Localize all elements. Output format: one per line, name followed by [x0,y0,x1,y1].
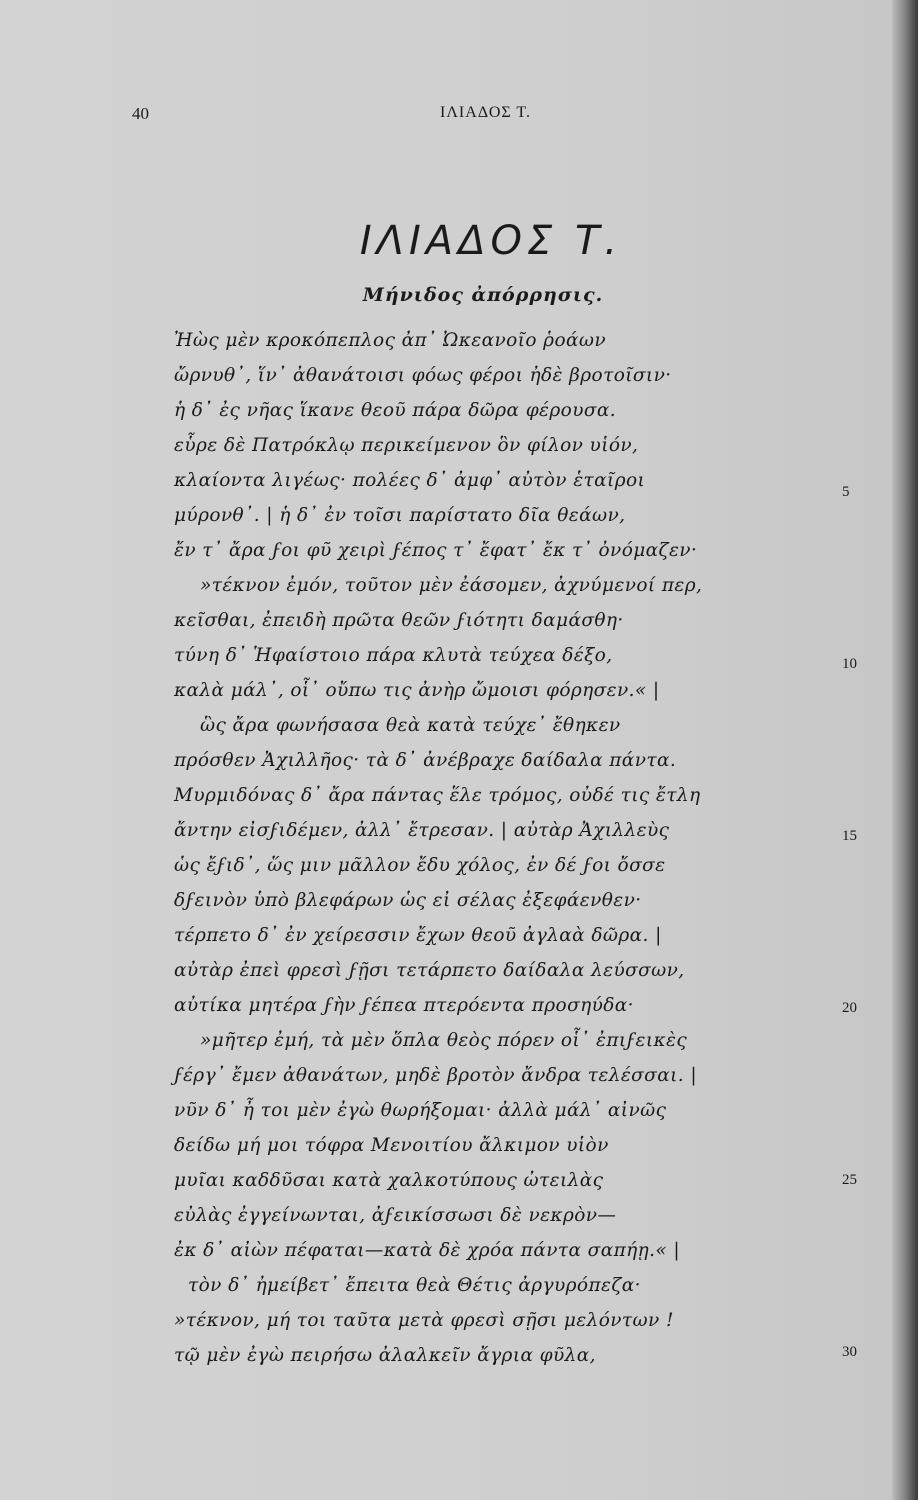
verse-line: Μυρμιδόνας δ᾽ ἄρα πάντας ἕλε τρόμος, οὐδέ τις ἔτλη [174,785,701,806]
verse-line: ὤρνυθ᾽, ἵν᾽ ἀθανάτοισι φόως φέροι ἠδὲ βροτοῖσιν· [174,365,672,386]
verse-line: ὣς ἄρα φωνήσασα θεὰ κατὰ τεύχε᾽ ἔθηκεν [200,715,621,736]
verse-line: πρόσθεν Ἀχιλλῆος· τὰ δ᾽ ἀνέβραχε δαίδαλα πάντα. [174,750,677,771]
verse-line: εὗρε δὲ Πατρόκλῳ περικείμενον ὃν φίλον υἱόν, [174,435,639,456]
verse-line: ἐκ δ᾽ αἰὼν πέφαται—κατὰ δὲ χρόα πάντα σαπήῃ.« | [174,1240,681,1261]
line-number: 25 [842,1172,857,1188]
verse-line: ἡ δ᾽ ἐς νῆας ἵκανε θεοῦ πάρα δῶρα φέρουσα. [174,400,617,421]
verse-line: εὐλὰς ἐγγείνωνται, ἀϝεικίσσωσι δὲ νεκρὸν— [174,1205,617,1226]
book-title: ΙΛΙΑΔΟΣ Τ. [359,218,623,264]
verse-line: »τέκνον, μή τοι ταῦτα μετὰ φρεσὶ σῇσι μελόντων ! [174,1310,674,1331]
verse-line: τέρπετο δ᾽ ἐν χείρεσσιν ἔχων θεοῦ ἀγλαὰ δῶρα. | [174,925,662,946]
verse-line: τύνη δ᾽ Ἡφαίστοιο πάρα κλυτὰ τεύχεα δέξο, [174,645,613,666]
section-subtitle: Μήνιδος ἀπόρρησις. [362,284,604,306]
verse-line: αὐτὰρ ἐπεὶ φρεσὶ ϝῇσι τετάρπετο δαίδαλα λεύσσων, [174,960,685,981]
verse-line: μύρονθ᾽. | ἡ δ᾽ ἐν τοῖσι παρίστατο δῖα θεάων, [174,505,626,526]
verse-line: ὡς ἔϝιδ᾽, ὥς μιν μᾶλλον ἔδυ χόλος, ἐν δέ ϝοι ὄσσε [174,855,666,876]
verse-line: »μῆτερ ἐμή, τὰ μὲν ὅπλα θεὸς πόρεν οἷ᾽ ἐπιϝεικὲς [200,1030,688,1051]
verse-line: δείδω μή μοι τόφρα Μενοιτίου ἄλκιμον υἱὸν [174,1135,609,1156]
line-number: 10 [842,656,857,672]
verse-line: Ἠὼς μὲν κροκόπεπλος ἀπ᾽ Ὠκεανοῖο ῥοάων [174,330,607,351]
line-number: 15 [842,828,857,844]
verse-line: δϝεινὸν ὑπὸ βλεφάρων ὡς εἰ σέλας ἐξεφάενθεν· [174,890,642,911]
page-number: 40 [132,104,149,123]
running-title: ΙΛΙΑΔΟΣ Τ. [440,104,531,121]
verse-line: καλὰ μάλ᾽, οἷ᾽ οὔπω τις ἀνὴρ ὤμοισι φόρησεν.« | [174,680,660,701]
line-number: 5 [842,484,850,500]
running-header [0,104,900,128]
line-number: 30 [842,1344,857,1360]
verse-line: ἔν τ᾽ ἄρα ϝοι φῦ χειρὶ ϝέπος τ᾽ ἔφατ᾽ ἔκ τ᾽ ὀνόμαζεν· [174,540,698,561]
verse-line: κεῖσθαι, ἐπειδὴ πρῶτα θεῶν ϝιότητι δαμάσθη· [174,610,624,631]
line-number: 20 [842,1000,857,1016]
verse-line: νῦν δ᾽ ἦ τοι μὲν ἐγὼ θωρήξομαι· ἀλλὰ μάλ᾽ αἰνῶς [174,1100,667,1121]
verse-line: »τέκνον ἐμόν, τοῦτον μὲν ἐάσομεν, ἀχνύμενοί περ, [200,575,703,596]
verse-line: κλαίοντα λιγέως· πολέες δ᾽ ἀμφ᾽ αὐτὸν ἑταῖροι [174,470,646,491]
verse-line: μυῖαι καδδῦσαι κατὰ χαλκοτύπους ὠτειλὰς [174,1170,604,1191]
verse-line: αὐτίκα μητέρα ϝὴν ϝέπεα πτερόεντα προσηύδα· [174,995,634,1016]
verse-line: ϝέργ᾽ ἔμεν ἀθανάτων, μηδὲ βροτὸν ἄνδρα τελέσσαι. | [174,1065,697,1086]
verse-line: ἄντην εἰσϝιδέμεν, ἀλλ᾽ ἔτρεσαν. | αὐτὰρ Ἀχιλλεὺς [174,820,670,841]
verse-line: τῷ μὲν ἐγὼ πειρήσω ἀλαλκεῖν ἄγρια φῦλα, [174,1345,596,1366]
verse-line: τὸν δ᾽ ἠμείβετ᾽ ἔπειτα θεὰ Θέτις ἀργυρόπεζα· [188,1275,641,1296]
